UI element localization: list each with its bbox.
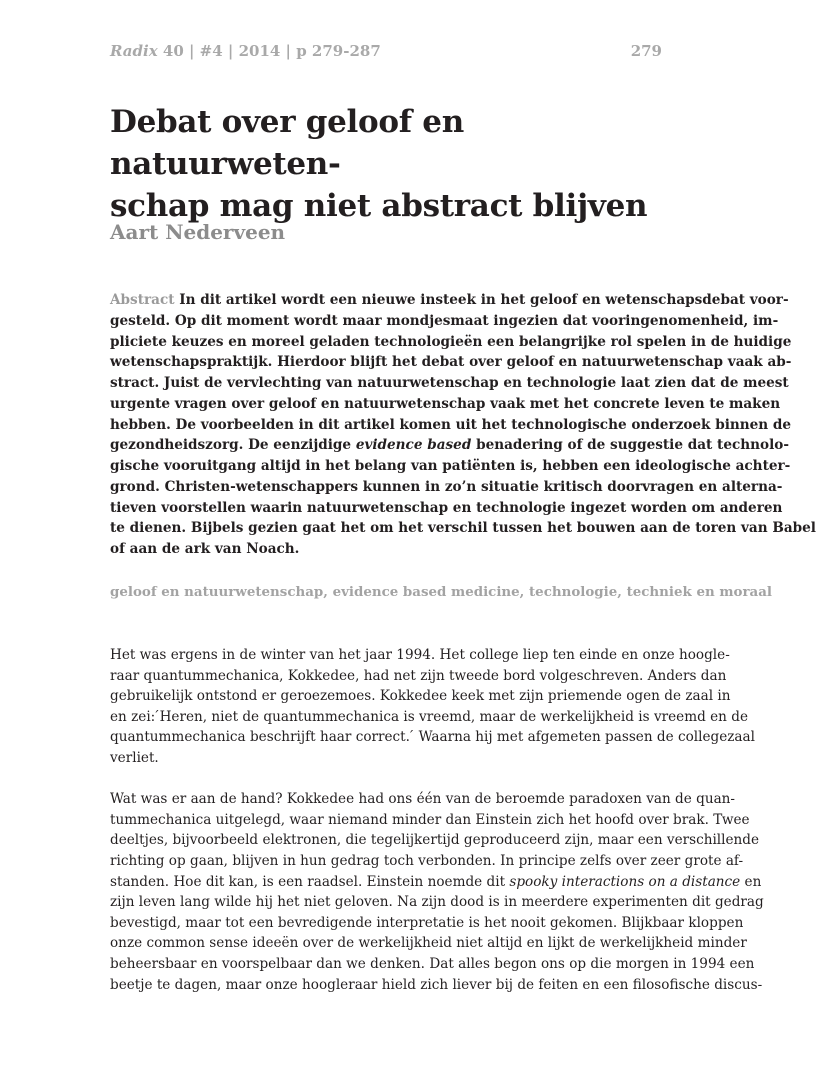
body-text <box>110 645 764 1016</box>
abstract-line: urgente vragen over geloof en natuurwetenschap vaak met het concrete leven te maken <box>110 395 781 412</box>
keywords: geloof en natuurwetenschap, evidence based medicine, technologie, techniek en moraal <box>110 584 772 600</box>
title-line: schap mag niet abstract blijven <box>110 188 648 224</box>
body-line: onze common sense ideeën over de werkelijkheid niet altijd en lijkt de werkelijkheid minder <box>110 935 747 952</box>
paragraph <box>110 789 764 995</box>
body-line: beheersbaar en voorspelbaar dan we denken. Dat alles begon ons op die morgen in 1994 een <box>110 955 755 972</box>
abstract-line: gesteld. Op dit moment wordt maar mondjesmaat ingezien dat vooringenomenheid, im- <box>110 312 779 329</box>
abstract-emphasis: evidence based <box>355 437 472 454</box>
body-text-run: standen. Hoe dit kan, is een raadsel. Einstein noemde dit <box>110 873 510 890</box>
abstract-line: tieven voorstellen waarin natuurwetenschap en technologie ingezet worden om anderen <box>110 499 783 516</box>
body-line: quantummechanica beschrijft haar correct. ́ Waarna hij met afgemeten passen de collegezaal <box>110 729 755 746</box>
abstract-line: gische vooruitgang altijd in het belang van patiënten is, hebben een ideologische achter- <box>110 458 791 474</box>
journal-citation <box>110 42 381 60</box>
abstract-line: pliciete keuzes en moreel geladen technologieën een belangrijke rol spelen in de huidige <box>110 333 792 350</box>
body-line: raar quantummechanica, Kokkedee, had net zijn tweede bord volgeschreven. Anders dan <box>110 667 727 684</box>
author-name: Aart Nederveen <box>110 220 286 244</box>
paragraph <box>110 645 755 769</box>
title-line: Debat over geloof en natuurweten- <box>110 104 464 182</box>
body-text-run: en <box>740 873 762 890</box>
abstract-line: wetenschapspraktijk. Hierdoor blijft het debat over geloof en natuurwetenschap vaak ab- <box>110 354 792 371</box>
body-line: en zei: ́Heren, niet de quantummechanica is vreemd, maar de werkelijkheid is vreemd en de <box>110 708 748 725</box>
body-line: beetje te dagen, maar onze hoogleraar hield zich liever bij de feiten en een filosofische discus- <box>110 976 763 993</box>
body-line: richting op gaan, blijven in hun gedrag toch verbonden. In principe zelfs over zeer grote af- <box>110 852 744 869</box>
page-number: 279 <box>630 42 662 60</box>
abstract-line <box>110 290 789 311</box>
abstract-line: hebben. De voorbeelden in dit artikel komen uit het technologische onderzoek binnen de <box>110 416 792 433</box>
article-title <box>110 101 670 227</box>
body-line: zijn leven lang wilde hij het niet geloven. Na zijn dood is in meerdere experimenten dit gedrag <box>110 894 764 911</box>
body-line <box>110 872 762 893</box>
body-line: bevestigd, maar tot een bevredigende interpretatie is het nooit gekomen. Blijkbaar kloppen <box>110 914 744 931</box>
journal-name: Radix <box>110 42 158 60</box>
abstract-text: benadering of de suggestie dat technolo- <box>471 437 789 454</box>
running-head <box>110 42 662 60</box>
body-emphasis: spooky interactions on a distance <box>509 873 741 890</box>
abstract-text: gezondheidszorg. De eenzijdige <box>110 437 356 454</box>
body-line: Het was ergens in de winter van het jaar 1994. Het college liep ten einde en onze hoogle- <box>110 647 730 663</box>
body-line: verliet. <box>110 749 159 766</box>
abstract-line: stract. Juist de vervlechting van natuurwetenschap en technologie laat zien dat de meest <box>110 375 789 391</box>
abstract-text: In dit artikel wordt een nieuwe insteek in het geloof en wetenschapsdebat voor- <box>174 292 789 308</box>
abstract-line <box>110 435 789 456</box>
abstract-line: of aan de ark van Noach. <box>110 541 300 557</box>
body-line: gebruikelijk ontstond er geroezemoes. Kokkedee keek met zijn priemende ogen de zaal in <box>110 688 731 705</box>
abstract <box>110 290 816 560</box>
body-line: deeltjes, bijvoorbeeld elektronen, die tegelijkertijd geproduceerd zijn, maar een verschillende <box>110 832 760 849</box>
abstract-label: Abstract <box>110 292 175 308</box>
abstract-line: te dienen. Bijbels gezien gaat het om het verschil tussen het bouwen aan de toren van Babel <box>110 520 816 537</box>
body-line: tummechanica uitgelegd, waar niemand minder dan Einstein zich het hoofd over brak. Twee <box>110 811 750 828</box>
citation-details: 40 | #4 | 2014 | p 279-287 <box>157 42 381 60</box>
body-line: Wat was er aan de hand? Kokkedee had ons één van de beroemde paradoxen van de quan- <box>110 791 736 808</box>
abstract-line: grond. Christen-wetenschappers kunnen in zo’n situatie kritisch doorvragen en alterna- <box>110 478 783 495</box>
